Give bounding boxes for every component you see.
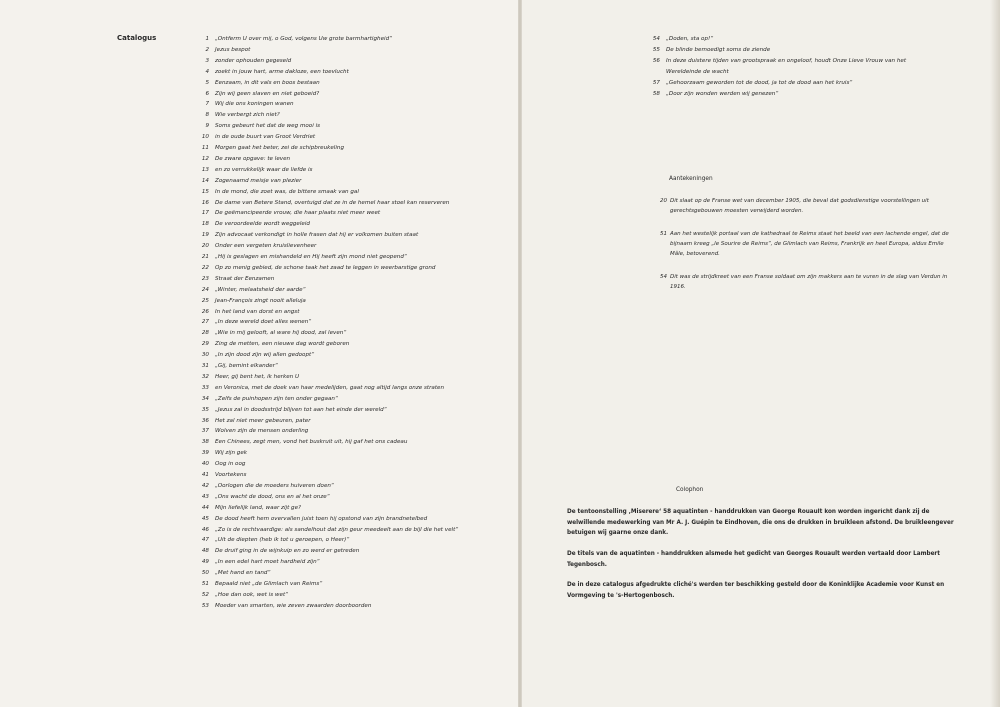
entry-title: Op zo menig gebied, de schone taak het zaad te leggen in weerbarstige grond (215, 264, 436, 271)
entry-number: 29 (201, 341, 209, 348)
entry-title: Jean-François zingt nooit alleluja (215, 297, 306, 304)
entry-number: 57 (652, 79, 660, 86)
entry-number: 45 (201, 515, 209, 522)
entry-title: Oog in oog (215, 461, 246, 468)
note-text: Aan het westelijk portaal van de kathedraal te Reims staat het beeld van een lachende engel, dat de bijnaam kreeg „le Sourire de Reims“, de Glimlach van Reims, Frankrijk en heel Europa, aldus Emile Mâle, betoverend. (670, 231, 949, 257)
entry-number: 32 (201, 373, 209, 380)
page-fold (518, 0, 522, 707)
entry-title: „Jezus zal in doodsstrijd blijven tot aan het einde der wereld“ (215, 406, 387, 413)
entry-title: Moeder van smarten, wie zeven zwaarden doorboorden (215, 602, 372, 609)
entry-number: 9 (205, 123, 209, 130)
entry-title: Het zal niet meer gebeuren, pater (215, 417, 311, 424)
entry-number: 12 (201, 155, 209, 162)
colophon-paragraph: De titels van de aquatinten - handdrukken alsmede het gedicht van Georges Rouault werden vertaald door Lambert Tegenbosch. (567, 551, 940, 568)
entry-title: Soms gebeurt het dat de weg mooi is (215, 123, 321, 130)
colophon-paragraph: De in deze catalogus afgedrukte cliché's werden ter beschikking gesteld door de Koninklijke Academie voor Kunst en Vormgeving te 's-Hertogenbosch. (567, 582, 945, 599)
entry-number: 2 (205, 46, 209, 53)
notes-heading: Aantekeningen (669, 176, 713, 182)
entry-title: „Ontferm U over mij, o God, volgens Uw grote barmhartigheid“ (215, 36, 393, 42)
entry-title: „In een edel hart moet hardheid zijn“ (215, 559, 320, 566)
entry-number: 8 (205, 112, 209, 119)
entry-number: 4 (205, 68, 209, 75)
catalogue-heading: Catalogus (117, 34, 157, 42)
entry-title: Mijn liefelijk land, waar zijt ge? (215, 504, 302, 511)
entry-number: 53 (201, 602, 209, 609)
entry-number: 31 (201, 363, 209, 369)
entry-title: „Hij is geslagen en mishandeld en Hij heeft zijn mond niet geopend“ (215, 254, 407, 260)
entry-title: „Gij, bemint elkander“ (215, 363, 278, 369)
entry-number: 54 (652, 36, 660, 42)
entry-number: 3 (205, 57, 209, 64)
entry-number: 5 (205, 79, 209, 86)
entry-title: „Doden, sta op!“ (666, 36, 714, 42)
entry-number: 39 (201, 450, 209, 457)
entry-title: De dood heeft hem overvallen juist toen hij opstond van zijn brandnetelbed (215, 515, 428, 522)
entry-title: Wie verbergt zich niet? (215, 112, 280, 119)
entry-title: De druif ging in de wijnkuip en zo werd er getreden (215, 548, 360, 555)
entry-title: Wij die ons koningen wanen (215, 101, 294, 108)
entry-number: 19 (201, 232, 209, 239)
entry-number: 56 (652, 57, 660, 64)
entry-title: Wereldeinde de wacht (666, 68, 729, 75)
entry-number: 55 (652, 46, 660, 53)
entry-number: 58 (652, 90, 660, 97)
entry-title: in de oude buurt van Groot Verdriet (215, 134, 316, 141)
entry-number: 26 (201, 308, 209, 315)
entry-title: „Uit de diepten (heb ik tot u geroepen, o Heer)“ (215, 537, 350, 544)
entry-title: Wij zijn gek (215, 450, 248, 457)
entry-number: 41 (201, 472, 209, 478)
entry-number: 38 (201, 439, 209, 446)
entry-number: 49 (201, 559, 209, 566)
entry-title: Heer, gij bent het, ik herken U (215, 373, 300, 380)
entry-title: „Ons wacht de dood, ons en al het onze“ (215, 493, 330, 500)
entry-title: De dame van Betere Stand, overtuigd dat ze in de hemel haar stoel kan reserveren (215, 199, 450, 206)
entry-number: 23 (201, 275, 209, 282)
entry-title: De blinde bemoedigt soms de ziende (666, 46, 771, 53)
entry-number: 14 (201, 177, 209, 184)
entry-number: 33 (201, 384, 209, 391)
entry-title: Een Chinees, zegt men, vond het buskruit uit, hij gaf het ons cadeau (215, 439, 408, 446)
entry-title: zoekt in jouw hart, arme dakloze, een toevlucht (215, 68, 349, 75)
entry-title: De veroordeelde wordt weggeleid (215, 221, 310, 228)
entry-number: 47 (201, 537, 209, 544)
entry-title: „Hoe dan ook, wet is wet“ (215, 591, 289, 598)
entry-title: Zogenaamd meisje van plezier (215, 177, 302, 184)
entry-title: „Met hand en tand“ (215, 570, 271, 577)
entry-title: Zing de metten, een nieuwe dag wordt geboren (215, 341, 350, 348)
entry-number: 13 (201, 166, 209, 173)
colophon-heading: Colophon (676, 487, 704, 493)
entry-number: 20 (201, 243, 209, 250)
entry-title: De geëmancipeerde vrouw, die haar plaats niet meer weet (215, 210, 381, 217)
entry-number: 16 (201, 199, 209, 206)
entry-title: In de mond, die zoet was, de bittere smaak van gal (215, 188, 359, 195)
colophon-paragraph: De tentoonstelling ‚Miserere‘ 58 aquatinten - handdrukken van George Rouault kon worden ingericht dank zij de welwillende medewerking van Mr A. J. Guépin te Eindhoven, die ons de drukken in bruikleen afstond. De bruikleengever betuigen wij gaarne onze dank. (567, 509, 954, 536)
entry-number: 10 (201, 134, 209, 141)
entry-number: 25 (201, 297, 209, 304)
entry-number: 34 (201, 395, 209, 402)
entry-number: 51 (201, 581, 209, 587)
entry-number: 44 (201, 504, 209, 511)
entry-title: In deze duistere tijden van grootspraak en ongeloof, houdt Onze Lieve Vrouw van het (666, 57, 907, 64)
entry-number: 42 (201, 482, 209, 489)
note-number: 54 (660, 274, 667, 280)
note-number: 51 (660, 231, 667, 237)
entry-number: 17 (201, 210, 209, 217)
entry-number: 22 (201, 264, 209, 271)
entry-number: 30 (201, 352, 209, 359)
entry-title: Voortekens (215, 472, 247, 478)
entry-number: 48 (201, 548, 209, 555)
entry-number: 40 (201, 461, 209, 468)
entry-title: zonder ophouden gegeseld (215, 57, 292, 64)
entry-number: 1 (205, 36, 209, 42)
entry-number: 43 (201, 493, 209, 500)
entry-title: Eenzaam, in dit vals en boos bestaan (215, 79, 320, 86)
entry-title: en Veronica, met de doek van haar medelijden, gaat nog altijd langs onze straten (215, 384, 445, 391)
entry-title: „Wie in mij gelooft, al ware hij dood, zal leven“ (215, 330, 347, 337)
entry-number: 52 (201, 591, 209, 598)
entry-number: 6 (205, 90, 209, 97)
entry-number: 37 (201, 428, 209, 435)
entry-number: 36 (201, 417, 209, 424)
entry-number: 28 (201, 330, 209, 337)
entry-number: 50 (201, 570, 209, 577)
entry-title: Bepaald niet „de Glimlach van Reims“ (215, 581, 323, 587)
entry-title: Jezus bespot (215, 46, 251, 53)
entry-title: „Gehoorzaam geworden tot de dood, ja tot de dood aan het kruis“ (666, 79, 853, 86)
entry-number: 15 (201, 188, 209, 195)
entry-title: „In deze wereld doet alles wenen“ (215, 319, 312, 326)
note-number: 20 (660, 198, 667, 204)
entry-number: 21 (201, 254, 209, 260)
entry-number: 18 (201, 221, 209, 228)
entry-number: 7 (205, 101, 209, 108)
entry-number: 35 (201, 406, 209, 413)
entry-title: en zo verrukkelijk waar de liefde is (215, 166, 313, 173)
entry-title: In het land van dorst en angst (215, 308, 300, 315)
entry-title: „Zelfs de puinhopen zijn ten onder gegaan“ (215, 395, 338, 402)
entry-title: Straat der Eenzamen (215, 275, 275, 282)
entry-title: Onder een vergeten kruislievenheer (215, 243, 317, 250)
entry-title: De zware opgave: te leven (215, 155, 291, 162)
entry-title: „Zo is de rechtvaardige: als sandelhout dat zijn geur meedeelt aan de bijl die het velt“ (215, 526, 459, 533)
entry-title: „In zijn dood zijn wij allen gedoopt“ (215, 352, 315, 359)
note-text: Dit was de strijdkreet van een Franse soldaat om zijn makkers aan te vuren in de slag van Verdun in 1916. (670, 274, 948, 290)
note-text: Dit slaat op de Franse wet van december 1905, die beval dat godsdienstige voorstellingen uit gerechtsgebouwen moesten verwijderd worden. (670, 198, 929, 214)
entry-title: „Door zijn wonden werden wij genezen“ (666, 90, 779, 97)
entry-title: Zijn advocaat verkondigt in holle frasen dat hij er volkomen buiten staat (215, 232, 419, 239)
entry-title: Wolven zijn de mensen onderling (215, 428, 309, 435)
entry-title: „Winter, melaatsheid der aarde“ (215, 286, 306, 293)
entry-title: „Oorlogen die de moeders huiveren doen“ (215, 482, 334, 489)
entry-number: 46 (201, 526, 209, 533)
entry-title: Zijn wij geen slaven en niet geboeid? (215, 90, 320, 97)
entry-title: Morgen gaat het beter, zei de schipbreukeling (215, 145, 345, 151)
entry-number: 27 (201, 319, 209, 326)
entry-number: 24 (201, 286, 209, 293)
page-edge (990, 0, 1000, 707)
entry-number: 11 (201, 145, 209, 151)
